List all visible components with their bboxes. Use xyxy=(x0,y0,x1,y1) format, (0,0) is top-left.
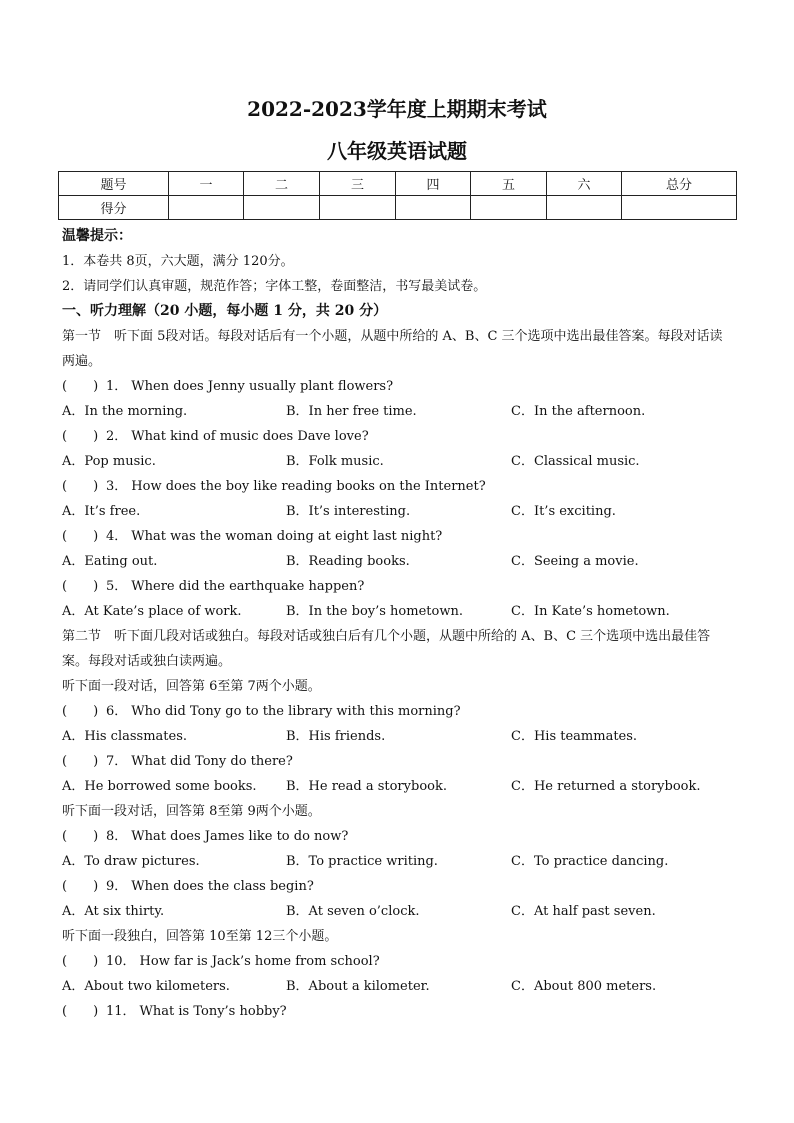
option-c: C．His teammates. xyxy=(511,729,638,744)
question-text: What does James like to do now? xyxy=(131,829,349,844)
options-row xyxy=(62,449,734,474)
option-a: A．About two kilometers. xyxy=(62,979,230,994)
question-text: What was the woman doing at eight last night? xyxy=(131,529,443,544)
question-number: 7． xyxy=(106,754,128,769)
options-row xyxy=(62,849,734,874)
answer-paren[interactable]: ( ) xyxy=(62,829,99,844)
option-b: B．He read a storybook. xyxy=(286,779,447,794)
tip-item: 2．请同学们认真审题，规范作答；字体工整，卷面整洁，书写最美试卷。 xyxy=(62,279,487,294)
option-b: B．Folk music. xyxy=(286,454,384,469)
option-c: C．At half past seven. xyxy=(511,904,656,919)
option-a: A．To draw pictures. xyxy=(62,854,200,869)
score-header-cell: 六 xyxy=(547,172,622,196)
section2-intro: 第二节 听下面几段对话或独白。每段对话或独白后有几个小题，从题中所给的 A、B、C 三个选项中选出最佳答案。每段对话或独白读两遍。 xyxy=(62,629,711,669)
answer-paren[interactable]: ( ) xyxy=(62,429,99,444)
score-table-score-row xyxy=(59,196,737,220)
option-a: A．Eating out. xyxy=(62,554,158,569)
answer-paren[interactable]: ( ) xyxy=(62,954,99,969)
question xyxy=(62,999,734,1024)
question-number: 1． xyxy=(106,379,128,394)
group-note: 听下面一段独白，回答第 10至第 12三个小题。 xyxy=(62,929,338,944)
option-b: B．Reading books. xyxy=(286,554,410,569)
option-c: C．Classical music. xyxy=(511,454,640,469)
option-b: B．At seven o’clock. xyxy=(286,904,420,919)
question-number: 6． xyxy=(106,704,128,719)
question-text: When does the class begin? xyxy=(131,879,314,894)
question-number: 10． xyxy=(106,954,136,969)
group-note: 听下面一段对话，回答第 6至第 7两个小题。 xyxy=(62,679,321,694)
question xyxy=(62,524,734,549)
options-row xyxy=(62,724,734,749)
question-number: 2． xyxy=(106,429,128,444)
question-number: 4． xyxy=(106,529,128,544)
option-c: C．To practice dancing. xyxy=(511,854,669,869)
question xyxy=(62,474,734,499)
option-c: C．In Kate’s hometown. xyxy=(511,604,670,619)
question-number: 3． xyxy=(106,479,128,494)
question-text: How far is Jack’s home from school? xyxy=(139,954,380,969)
question xyxy=(62,824,734,849)
question-text: What kind of music does Dave love? xyxy=(131,429,369,444)
option-a: A．At Kate’s place of work. xyxy=(62,604,242,619)
score-header-cell: 题号 xyxy=(59,172,169,196)
options-row xyxy=(62,774,734,799)
question xyxy=(62,749,734,774)
score-header-cell: 二 xyxy=(244,172,320,196)
score-header-cell: 总分 xyxy=(622,172,737,196)
option-a: A．Pop music. xyxy=(62,454,156,469)
answer-paren[interactable]: ( ) xyxy=(62,529,99,544)
score-header-cell: 一 xyxy=(169,172,244,196)
score-table xyxy=(58,171,737,220)
score-header-cell: 三 xyxy=(320,172,396,196)
option-c: C．In the afternoon. xyxy=(511,404,646,419)
question-text: What is Tony’s hobby? xyxy=(139,1004,287,1019)
score-blank-cell[interactable] xyxy=(320,196,396,220)
tips-heading: 温馨提示： xyxy=(62,228,132,244)
question-text: What did Tony do there? xyxy=(131,754,293,769)
score-blank-cell[interactable] xyxy=(547,196,622,220)
section1-intro: 第一节 听下面 5段对话。每段对话后有一个小题，从题中所给的 A、B、C 三个选项中选出最佳答案。每段对话读两遍。 xyxy=(62,329,723,369)
option-a: A．It’s free. xyxy=(62,504,141,519)
question-number: 5． xyxy=(106,579,128,594)
page-title: 2022-2023学年度上期期末考试 xyxy=(247,97,547,121)
option-a: A．He borrowed some books. xyxy=(62,779,257,794)
option-b: B．It’s interesting. xyxy=(286,504,411,519)
option-b: B．His friends. xyxy=(286,729,386,744)
score-header-cell: 五 xyxy=(471,172,547,196)
answer-paren[interactable]: ( ) xyxy=(62,579,99,594)
option-a: A．In the morning. xyxy=(62,404,188,419)
options-row xyxy=(62,599,734,624)
question-text: Who did Tony go to the library with this morning? xyxy=(131,704,461,719)
question xyxy=(62,699,734,724)
option-a: A．His classmates. xyxy=(62,729,188,744)
option-b: B．To practice writing. xyxy=(286,854,438,869)
score-blank-cell[interactable] xyxy=(396,196,471,220)
question-text: Where did the earthquake happen? xyxy=(131,579,365,594)
question xyxy=(62,374,734,399)
question-text: How does the boy like reading books on the Internet? xyxy=(131,479,486,494)
answer-paren[interactable]: ( ) xyxy=(62,379,99,394)
option-a: A．At six thirty. xyxy=(62,904,165,919)
options-row xyxy=(62,974,734,999)
options-row xyxy=(62,549,734,574)
part1-heading: 一、听力理解（20 小题，每小题 1 分，共 20 分） xyxy=(62,303,388,319)
option-c: C．He returned a storybook. xyxy=(511,779,701,794)
option-b: B．About a kilometer. xyxy=(286,979,430,994)
score-blank-cell[interactable] xyxy=(244,196,320,220)
answer-paren[interactable]: ( ) xyxy=(62,879,99,894)
score-blank-cell[interactable] xyxy=(169,196,244,220)
question xyxy=(62,574,734,599)
question xyxy=(62,874,734,899)
score-blank-cell[interactable] xyxy=(622,196,737,220)
score-blank-cell[interactable] xyxy=(471,196,547,220)
answer-paren[interactable]: ( ) xyxy=(62,479,99,494)
question xyxy=(62,424,734,449)
question-number: 11． xyxy=(106,1004,136,1019)
option-c: C．About 800 meters. xyxy=(511,979,657,994)
score-header-cell: 四 xyxy=(396,172,471,196)
option-c: C．Seeing a movie. xyxy=(511,554,639,569)
score-table-header-row xyxy=(59,172,737,196)
page-subtitle: 八年级英语试题 xyxy=(327,139,467,163)
tip-item: 1．本卷共 8页，六大题，满分 120分。 xyxy=(62,254,294,269)
exam-body xyxy=(62,224,734,1024)
options-row xyxy=(62,399,734,424)
question-number: 9． xyxy=(106,879,128,894)
question-text: When does Jenny usually plant flowers? xyxy=(131,379,394,394)
score-row-label: 得分 xyxy=(59,196,169,220)
answer-paren[interactable]: ( ) xyxy=(62,754,99,769)
option-b: B．In her free time. xyxy=(286,404,417,419)
question xyxy=(62,949,734,974)
question-number: 8． xyxy=(106,829,128,844)
answer-paren[interactable]: ( ) xyxy=(62,1004,99,1019)
option-c: C．It’s exciting. xyxy=(511,504,616,519)
group-note: 听下面一段对话，回答第 8至第 9两个小题。 xyxy=(62,804,321,819)
option-b: B．In the boy’s hometown. xyxy=(286,604,463,619)
answer-paren[interactable]: ( ) xyxy=(62,704,99,719)
options-row xyxy=(62,899,734,924)
options-row xyxy=(62,499,734,524)
